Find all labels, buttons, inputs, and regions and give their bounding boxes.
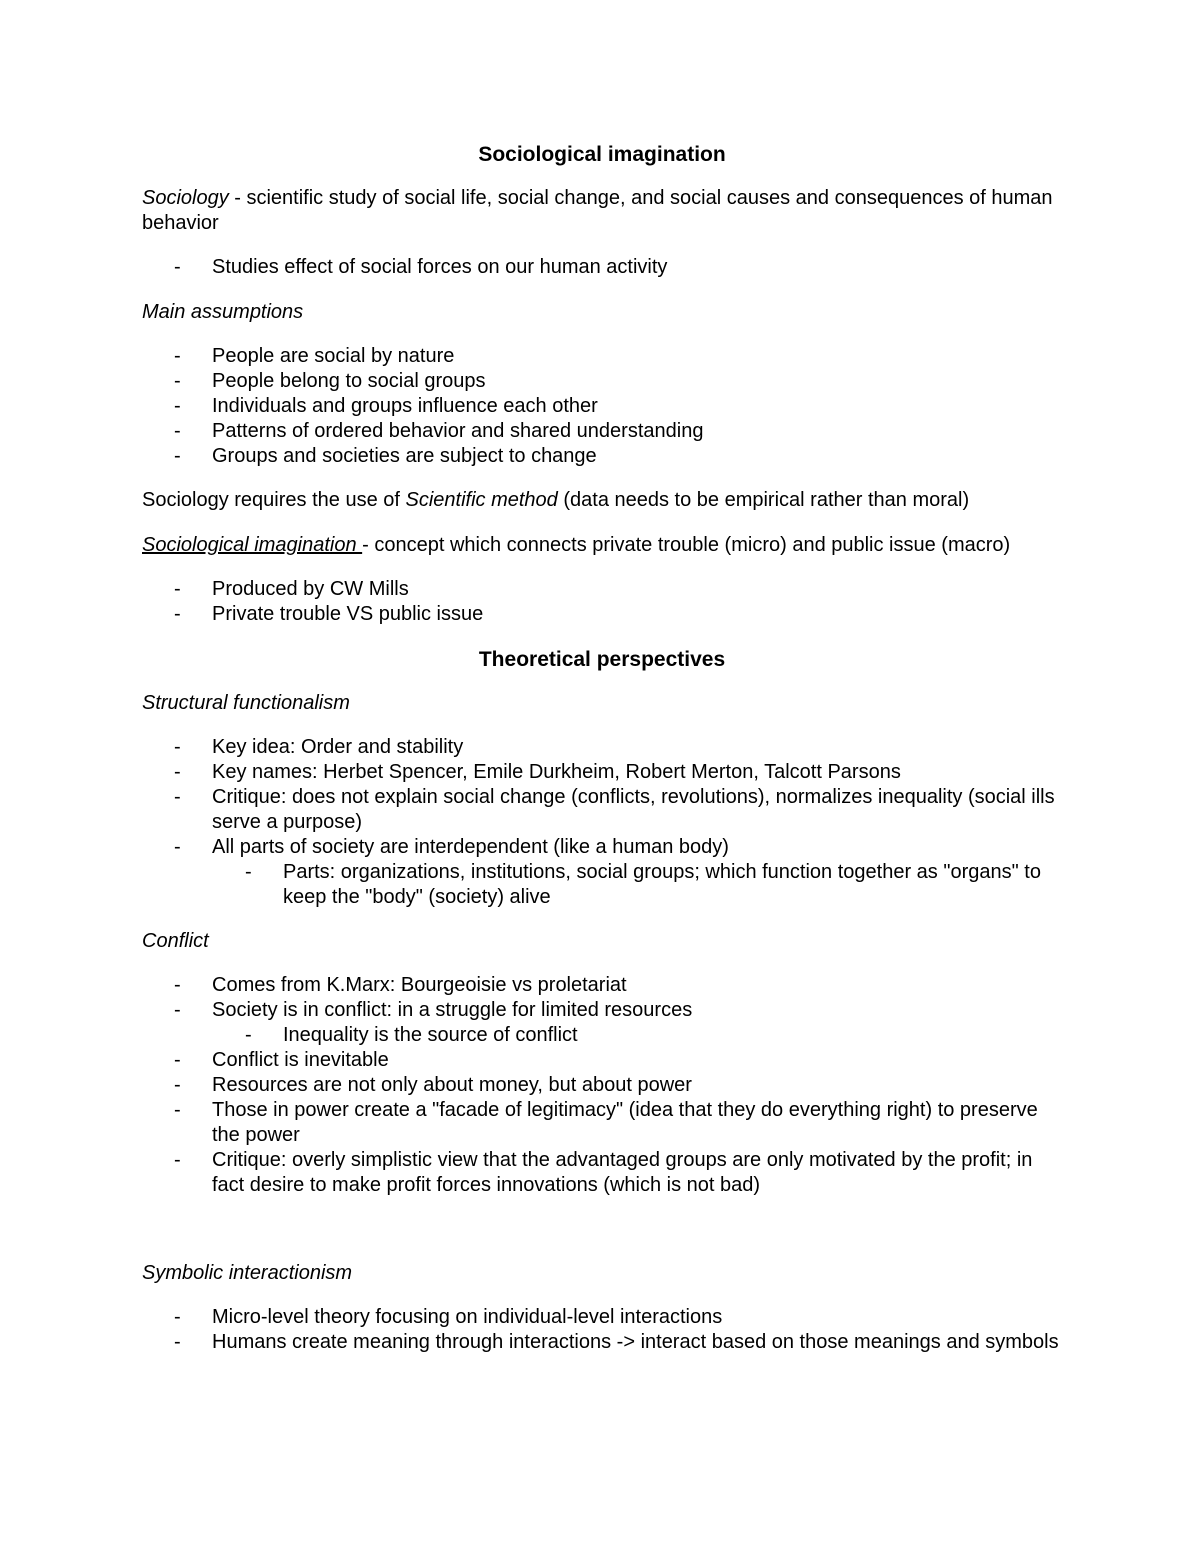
conflict-list xyxy=(142,973,1062,1198)
list-item: - Humans create meaning through interactions -> interact based on those meanings and symbols xyxy=(174,1331,1059,1353)
structural-functionalism-list xyxy=(142,735,1062,910)
list-item: - Private trouble VS public issue xyxy=(174,603,484,625)
section-title-sociological-imagination: Sociological imagination xyxy=(478,143,726,166)
symbolic-interactionism-list xyxy=(142,1305,1062,1355)
scientific-method-paragraph: Sociology requires the use of Scientific method (data needs to be empirical rather than moral) xyxy=(142,489,970,511)
list-item: - Society is in conflict: in a struggle for limited resources - Inequality is the source of conflict xyxy=(142,998,1062,1048)
list-item: - Those in power create a "facade of legitimacy" (idea that they do everything right) to preserve the power xyxy=(174,1099,1038,1146)
list-item: - Conflict is inevitable xyxy=(174,1049,389,1071)
list-item: - Micro-level theory focusing on individual-level interactions xyxy=(174,1306,723,1328)
list-item: - Critique: does not explain social change (conflicts, revolutions), normalizes inequality (social ills serve a purpose) xyxy=(174,786,1055,833)
sociological-imagination-bullets xyxy=(142,577,1062,627)
list-item: - Critique: overly simplistic view that the advantaged groups are only motivated by the profit; in fact desire to make profit forces innovations (which is not bad) xyxy=(174,1149,1033,1196)
scientific-method-term: Scientific method xyxy=(405,489,558,511)
sociology-definition-bullets xyxy=(142,255,1062,280)
sociology-definition-text: - scientific study of social life, social change, and social causes and consequences of human behavior xyxy=(142,187,1053,234)
main-assumptions-list xyxy=(142,344,1062,469)
document-page xyxy=(142,140,1062,1355)
list-item: - Parts: organizations, institutions, social groups; which function together as "organs" to keep the "body" (society) alive xyxy=(245,861,1041,908)
symbolic-interactionism-heading: Symbolic interactionism xyxy=(142,1262,353,1284)
list-item: - Patterns of ordered behavior and shared understanding xyxy=(174,420,704,442)
list-item: - Groups and societies are subject to change xyxy=(174,445,597,467)
section-title-theoretical-perspectives: Theoretical perspectives xyxy=(478,648,726,671)
sociology-term: Sociology xyxy=(142,187,229,209)
list-item: - Resources are not only about money, but about power xyxy=(174,1074,692,1096)
list-item: - Inequality is the source of conflict xyxy=(245,1024,578,1046)
structural-functionalism-heading: Structural functionalism xyxy=(142,692,350,714)
list-item: - Individuals and groups influence each other xyxy=(174,395,598,417)
nested-list xyxy=(212,860,1062,910)
list-item: - Key names: Herbet Spencer, Emile Durkheim, Robert Merton, Talcott Parsons xyxy=(174,761,901,783)
conflict-heading: Conflict xyxy=(142,930,209,952)
main-assumptions-heading: Main assumptions xyxy=(142,301,304,323)
list-item: - People are social by nature xyxy=(174,345,455,367)
sociological-imagination-term: Sociological imagination xyxy=(142,534,363,556)
list-item: - People belong to social groups xyxy=(174,370,486,392)
sociology-definition xyxy=(142,186,1062,236)
list-item: - Key idea: Order and stability xyxy=(174,736,464,758)
list-item: - Studies effect of social forces on our human activity xyxy=(174,256,668,278)
list-item: - All parts of society are interdependent (like a human body) - Parts: organizations, institutions, social groups; which function together as "organs" to keep the "body" (society) alive xyxy=(142,835,1062,910)
list-item: - Produced by CW Mills xyxy=(174,578,409,600)
list-item: - Comes from K.Marx: Bourgeoisie vs proletariat xyxy=(174,974,627,996)
nested-list xyxy=(212,1023,1062,1048)
sociological-imagination-definition: Sociological imagination - concept which connects private trouble (micro) and public issue (macro) xyxy=(142,534,1011,556)
